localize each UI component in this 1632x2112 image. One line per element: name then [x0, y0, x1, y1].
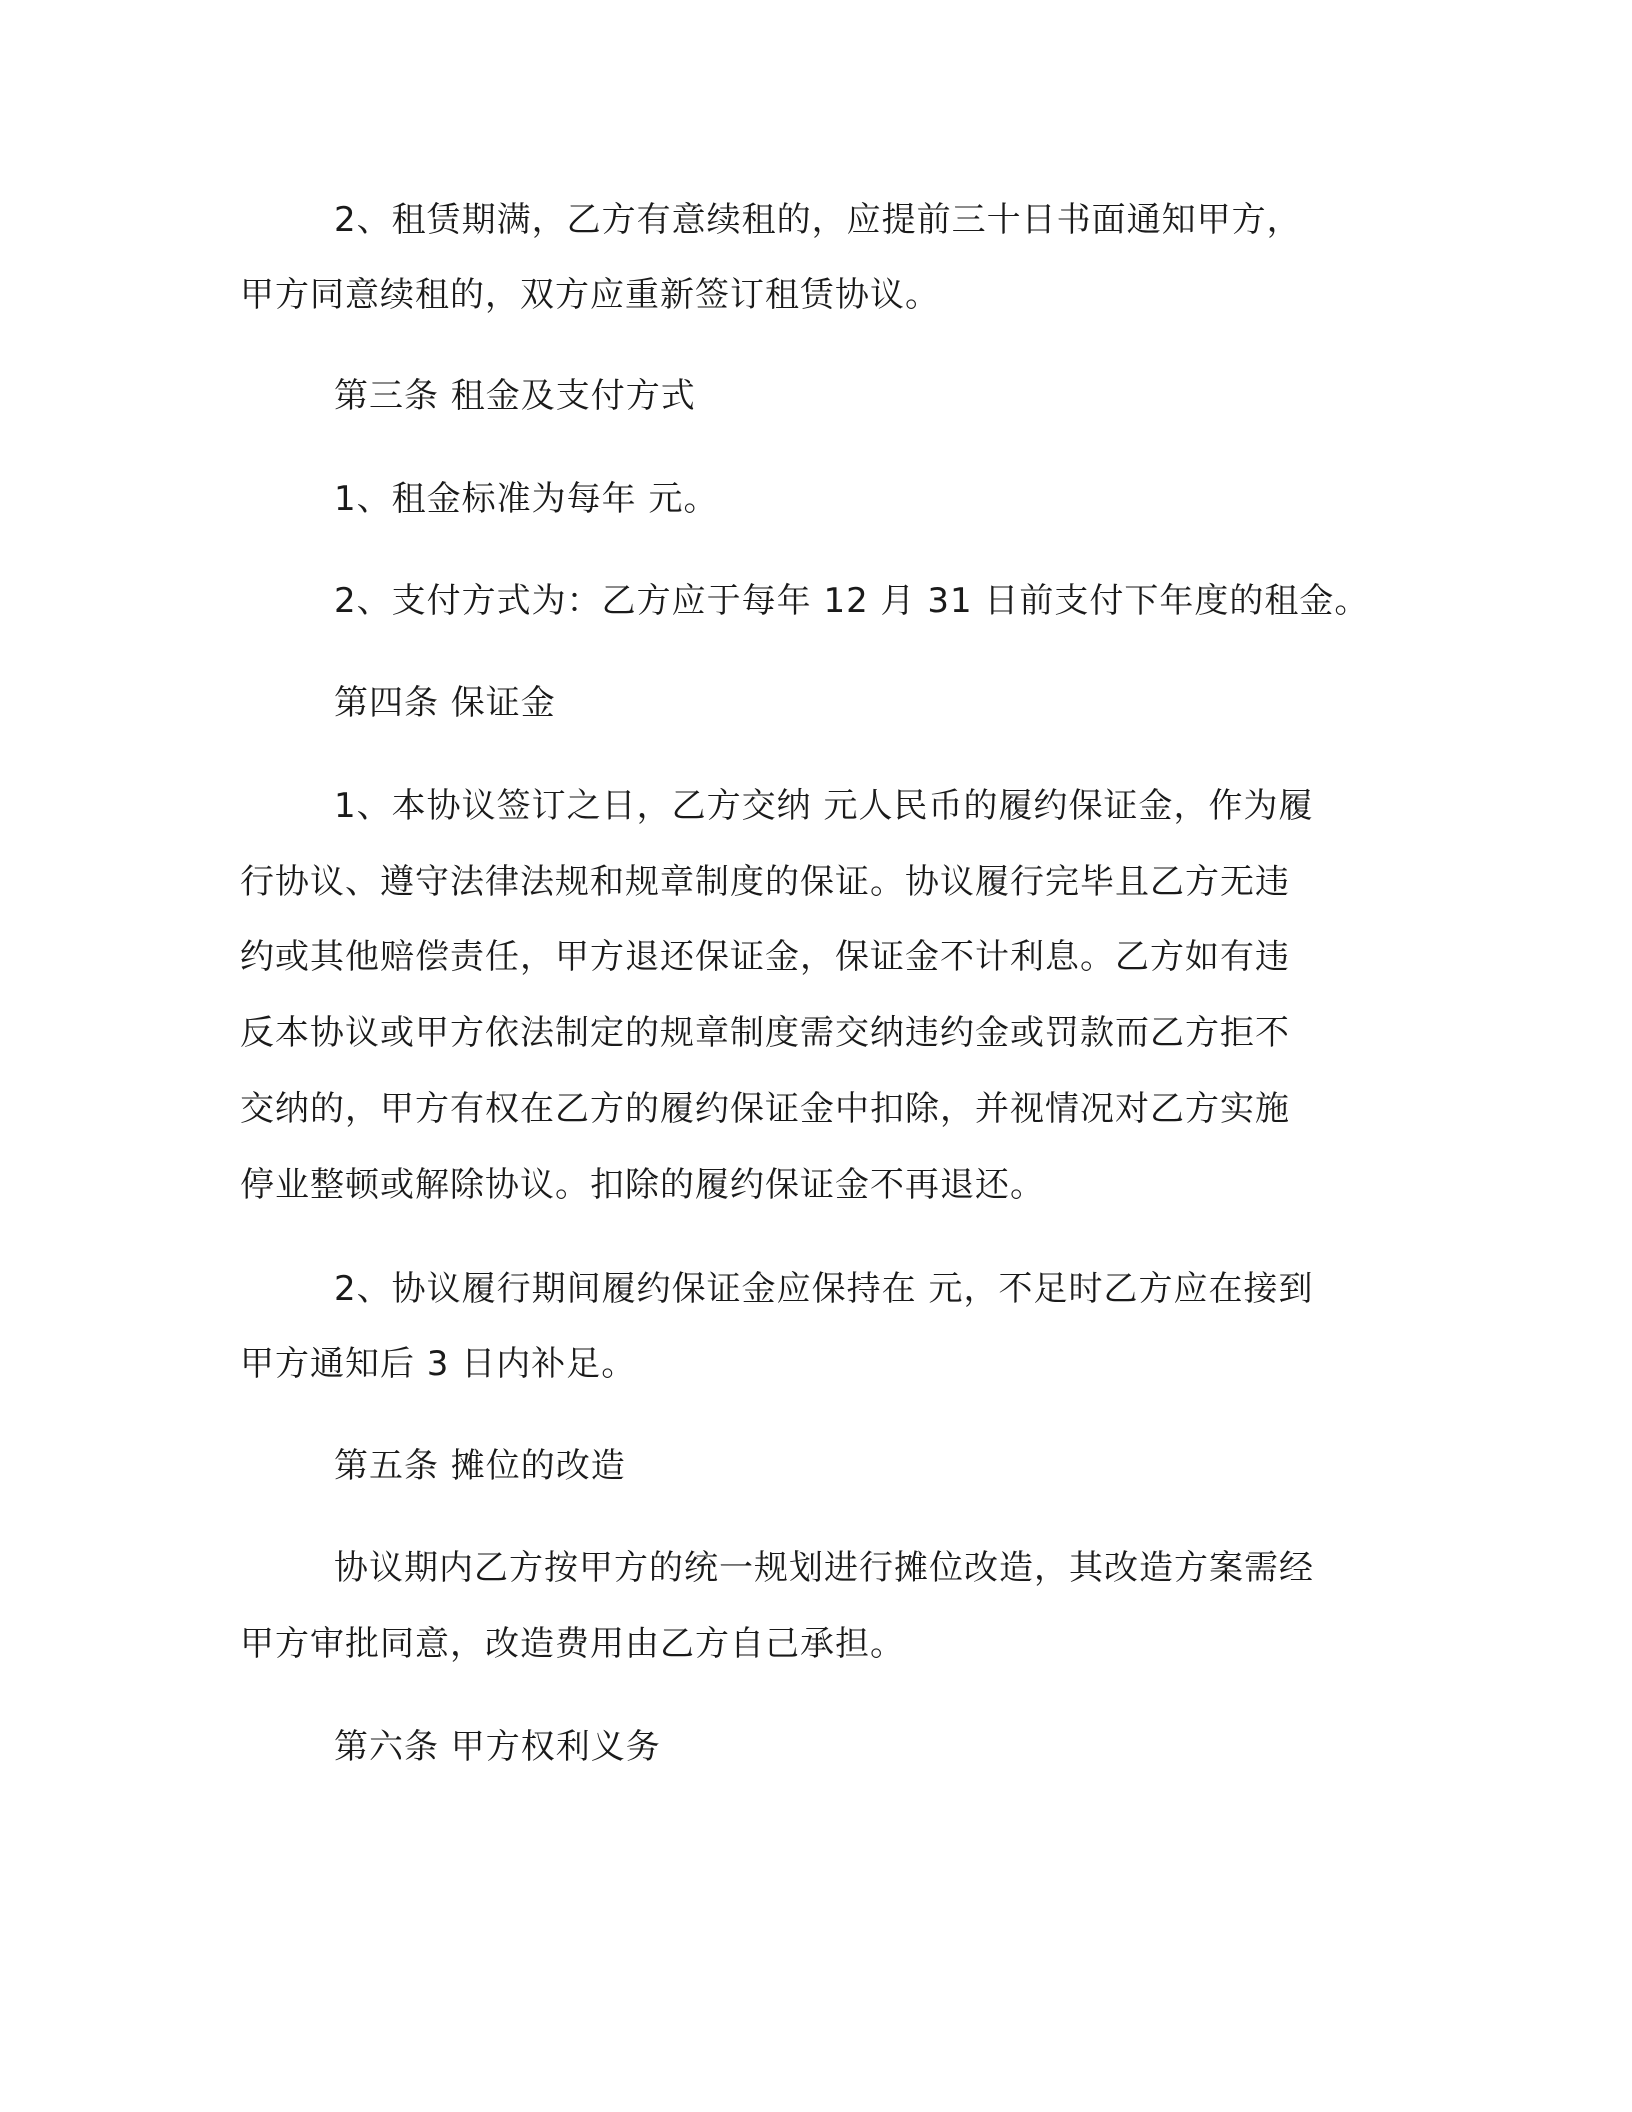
deposit-para-line-5: 交纳的，甲方有权在乙方的履约保证金中扣除，并视情况对乙方实施: [240, 1089, 1290, 1129]
clause-2-renewal-line-1: 2、租赁期满，乙方有意续租的，应提前三十日书面通知甲方，: [334, 200, 1302, 240]
deposit-para-line-6: 停业整顿或解除协议。扣除的履约保证金不再退还。: [240, 1165, 1045, 1205]
deposit-para-line-3: 约或其他赔偿责任，甲方退还保证金，保证金不计利息。乙方如有违: [240, 937, 1290, 977]
rent-standard-line: 1、租金标准为每年 元。: [334, 479, 719, 519]
deposit-para-line-2: 行协议、遵守法律法规和规章制度的保证。协议履行完毕且乙方无违: [240, 862, 1290, 902]
deposit-para-line-4: 反本协议或甲方依法制定的规章制度需交纳违约金或罚款而乙方拒不: [240, 1013, 1290, 1053]
renovation-para-line-1: 协议期内乙方按甲方的统一规划进行摊位改造，其改造方案需经: [334, 1548, 1314, 1588]
clause-2-renewal-line-2: 甲方同意续租的，双方应重新签订租赁协议。: [240, 275, 940, 315]
article-3-heading: 第三条 租金及支付方式: [334, 376, 696, 416]
article-6-heading: 第六条 甲方权利义务: [334, 1727, 661, 1767]
renovation-para-line-2: 甲方审批同意，改造费用由乙方自己承担。: [240, 1624, 905, 1664]
article-4-heading: 第四条 保证金: [334, 683, 556, 723]
deposit-maintain-line-2: 甲方通知后 3 日内补足。: [240, 1344, 637, 1384]
payment-method-line: 2、支付方式为：乙方应于每年 12 月 31 日前支付下年度的租金。: [334, 581, 1370, 621]
article-5-heading: 第五条 摊位的改造: [334, 1446, 626, 1486]
deposit-maintain-line-1: 2、协议履行期间履约保证金应保持在 元，不足时乙方应在接到: [334, 1269, 1314, 1309]
deposit-para-line-1: 1、本协议签订之日，乙方交纳 元人民币的履约保证金，作为履: [334, 786, 1314, 826]
